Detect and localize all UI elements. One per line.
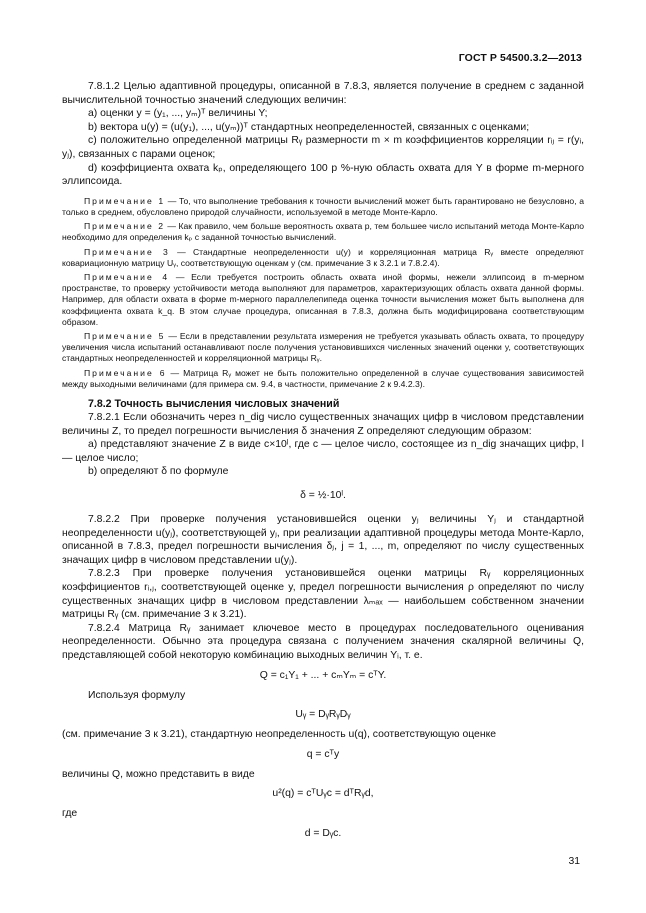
note-text: — Если в представлении результата измерения не требуется указывать область охвата, то процедуру увеличения числа испытаний останавливают после получения установившихся численных значений оценки y, соответствующих стандартных неопределенностей и корреляционной матрицы Rᵧ. (62, 330, 584, 364)
paragraph-where: где (62, 808, 78, 820)
list-item-c: c) положительно определенной матрицы Rᵧ размерности m × m коэффициентов корреляции rᵢⱼ = r(yᵢ, yⱼ), связанных с парами оценок; (62, 135, 584, 160)
formula-delta: δ = ½·10ˡ. (300, 489, 346, 501)
paragraph-see-note: (см. примечание 3 к 3.21), стандартную неопределенность u(q), соответствующую оценке (62, 729, 497, 741)
note-6 (62, 368, 584, 390)
page-number: 31 (568, 856, 580, 867)
note-4 (62, 272, 584, 328)
note-text: — Как правило, чем больше вероятность охвата p, тем большее число испытаний метода Монте-Карло необходимо для определения kₚ с заданной точностью вычислений. (62, 221, 584, 243)
paragraph-7-8-1-2: 7.8.1.2 Целью адаптивной процедуры, описанной в 7.8.3, является получение в среднем с заданной вычислительной точностью значений следующих величин: (62, 81, 584, 106)
note-2 (62, 221, 584, 243)
note-text: — Матрица Rᵧ может не быть положительно определенной в случае существования зависимостей между выходными величинами (для примера см. 9.4, в частности, примечание 2 к 9.4.2.3). (62, 367, 584, 389)
list-item-a: a) оценки y = (y₁, ..., yₘ)ᵀ величины Y; (88, 108, 268, 120)
formula-q-estimate: q = cᵀy (306, 748, 340, 760)
note-label: Примечание 5 (84, 330, 166, 341)
paragraph-7-8-2-2: 7.8.2.2 При проверке получения установившейся оценки yⱼ величины Yⱼ и стандартной неопределенности u(yⱼ), соответствующей yⱼ, при реализации адаптивной процедуры метода Монте-Карло, описанной в 7.8.3, предел погрешности вычисления δⱼ, j = 1, ..., m, определяют по числу существенных значащих цифр в числовом представлении u(yⱼ). (62, 513, 584, 566)
note-5 (62, 331, 584, 365)
note-text: — Стандартные неопределенности u(y) и корреляционная матрица Rᵧ вместе определяют ковариационную матрицу Uᵧ, соответствующую оценкам y (см. примечание 3 к 3.2.1 и 7.8.2.4). (62, 246, 584, 268)
paragraph-7-8-2-4: 7.8.2.4 Матрица Rᵧ занимает ключевое место в процедурах последовательного оценивания неопределенности. Обычно эта процедура связана с получением значения скалярной величины Q, представляющей собой некоторую комбинацию выходных величин Yᵢ, т. е. (62, 622, 584, 661)
note-label: Примечание 2 (84, 221, 165, 232)
formula-uy: Uᵧ = DᵧRᵧDᵧ (295, 709, 351, 721)
formula-d: d = Dᵧc. (304, 827, 342, 839)
list-item-b2: b) определяют δ по формуле (88, 466, 229, 478)
note-label: Примечание 4 (84, 271, 170, 282)
paragraph-7-8-2-1: 7.8.2.1 Если обозначить через n_dig число существенных значащих цифр в числовом представлении величины Z, то предел погрешности вычисления δ значения Z определяют следующим образом: (62, 412, 584, 437)
document-header: ГОСТ Р 54500.3.2—2013 (458, 52, 582, 64)
formula-q: Q = c₁Y₁ + ... + cₘYₘ = cᵀY. (259, 669, 387, 681)
note-label: Примечание 6 (84, 367, 167, 378)
paragraph-7-8-2-3: 7.8.2.3 При проверке получения установившейся оценки матрицы Rᵧ корреляционных коэффициентов rᵢ,ⱼ, соответствующей оценке y, предел погрешности вычисления ρ определяют по числу существенных значащих цифр в числовом представлении λₘₐₓ — наибольшем собственном значении матрицы Rᵧ (см. примечание 3 к 3.21). (62, 568, 584, 621)
paragraph-quantity-q: величины Q, можно представить в виде (62, 768, 255, 780)
note-label: Примечание 3 (84, 246, 170, 257)
page-content (62, 80, 584, 841)
note-3 (62, 247, 584, 269)
note-text: — То, что выполнение требования к точности вычислений может быть гарантировано не безусловно, а только в среднем, обусловлено природой случайности, используемой в методе Монте-Карло. (62, 195, 584, 217)
paragraph-using-formula: Используя формулу (88, 689, 186, 701)
list-item-b: b) вектора u(y) = (u(y₁), ..., u(yₘ))ᵀ стандартных неопределенностей, связанных с оценками; (88, 121, 530, 133)
note-label: Примечание 1 (84, 195, 166, 206)
list-item-d: d) коэффициента охвата kₚ, определяющего 100 p %-ную область охвата для Y в форме m-мерного эллипсоида. (62, 162, 584, 188)
section-heading: 7.8.2 Точность вычисления числовых значений (88, 398, 340, 410)
formula-uq: u²(q) = cᵀUᵧc = dᵀRᵧd, (272, 788, 374, 800)
list-item-a2: a) представляют значение Z в виде c×10ˡ, где c — целое число, состоящее из n_dig значащих цифр, l — целое число; (62, 439, 584, 464)
note-text: — Если требуется построить область охвата иной формы, нежели эллипсоид в m-мерном пространстве, то проверку устойчивости метода выполняют для параметров, характеризующих область охвата данной формы. Например, для области охвата в форме m-мерного параллелепипеда оценка точности вычисления может быть выполнена для коэффициента охвата k_q. В этом случае процедура, описанная в 7.8.3, должна быть модифицирована соответствующим образом. (62, 271, 584, 327)
note-1 (62, 196, 584, 218)
